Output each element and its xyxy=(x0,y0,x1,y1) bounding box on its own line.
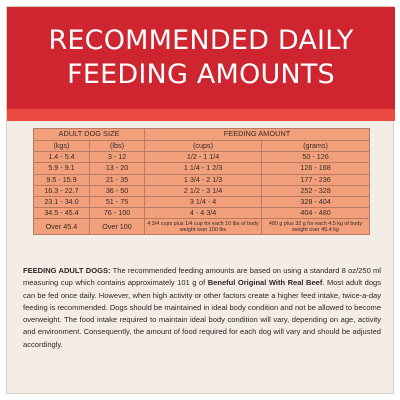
cell-kgs: 34.5 - 45.4 xyxy=(34,208,90,219)
product-name: Beneful Original With Real Beef xyxy=(207,278,323,288)
table-row xyxy=(34,185,370,196)
table-row xyxy=(34,208,370,219)
title-banner xyxy=(7,7,395,109)
cell-cups: 2 1/2 - 3 1/4 xyxy=(145,185,262,196)
cell-cups: 1/2 - 1 1/4 xyxy=(145,152,262,163)
unit-lbs: (lbs) xyxy=(90,141,145,152)
cell-cups: 1 1/4 - 1 2/3 xyxy=(145,163,262,174)
cell-cups: 3 1/4 - 4 xyxy=(145,197,262,208)
table-row xyxy=(34,163,370,174)
cell-kgs: 23.1 - 34.0 xyxy=(34,197,90,208)
table-row xyxy=(34,174,370,185)
cell-lbs: 13 - 20 xyxy=(90,163,145,174)
unit-grams: (grams) xyxy=(262,141,370,152)
cell-cups: 4 - 4 3/4 xyxy=(145,208,262,219)
cell-lbs: 3 - 12 xyxy=(90,152,145,163)
cell-grams: 480 g plus 32 g for each 4.5 kg of body weight over 45.4 kg xyxy=(262,219,370,235)
instructions-lead: FEEDING ADULT DOGS: xyxy=(23,266,111,275)
title-line-2: FEEDING AMOUNTS xyxy=(67,59,335,90)
table-row xyxy=(34,197,370,208)
unit-kgs: (kgs) xyxy=(34,141,90,152)
cell-cups: 1 3/4 - 2 1/3 xyxy=(145,174,262,185)
feeding-instructions xyxy=(23,265,381,351)
table-row xyxy=(34,219,370,235)
cell-grams: 404 - 480 xyxy=(262,208,370,219)
feeding-table xyxy=(33,128,370,235)
cell-kgs: 16.3 - 22.7 xyxy=(34,185,90,196)
cell-lbs: 21 - 35 xyxy=(90,174,145,185)
cell-grams: 126 - 168 xyxy=(262,163,370,174)
cell-grams: 177 - 236 xyxy=(262,174,370,185)
cell-kgs: 9.5 - 15.9 xyxy=(34,174,90,185)
cell-grams: 252 - 328 xyxy=(262,185,370,196)
cell-kgs: 1.4 - 5.4 xyxy=(34,152,90,163)
instructions-text-a: The recommended feeding amounts are based on using a standard 8 oz/250 ml measuring cup which contains approximately 101 g of xyxy=(23,266,381,288)
accent-band xyxy=(7,109,395,121)
instructions-text-b: . Most adult dogs can be fed once daily. However, when high activity or other factors create a higher feed intake, twice-a-day feeding is recommended. Dogs should be maintained in ideal body condition and not be allowed to become overweight. The food intake required to maintain ideal body condition will vary, depending on age, activity and environment. Consequently, the amount of food required for each dog will vary and should be adjusted accordingly. xyxy=(23,278,381,349)
cell-grams: 50 - 126 xyxy=(262,152,370,163)
cell-cups: 4 3/4 cups plus 1/4 cup for each 10 lbs of body weight over 100 lbs xyxy=(145,219,262,235)
feeding-guide-panel xyxy=(6,6,394,394)
cell-lbs: 51 - 75 xyxy=(90,197,145,208)
header-adult-dog-size: ADULT DOG SIZE xyxy=(34,129,145,141)
title-line-1: RECOMMENDED DAILY xyxy=(48,25,354,56)
cell-grams: 328 - 404 xyxy=(262,197,370,208)
unit-cups: (cups) xyxy=(145,141,262,152)
cell-lbs: 76 - 100 xyxy=(90,208,145,219)
table-row xyxy=(34,152,370,163)
header-feeding-amount: FEEDING AMOUNT xyxy=(145,129,370,141)
cell-kgs: 5.9 - 9.1 xyxy=(34,163,90,174)
cell-lbs: 36 - 50 xyxy=(90,185,145,196)
cell-lbs: Over 100 xyxy=(90,219,145,235)
cell-kgs: Over 45.4 xyxy=(34,219,90,235)
